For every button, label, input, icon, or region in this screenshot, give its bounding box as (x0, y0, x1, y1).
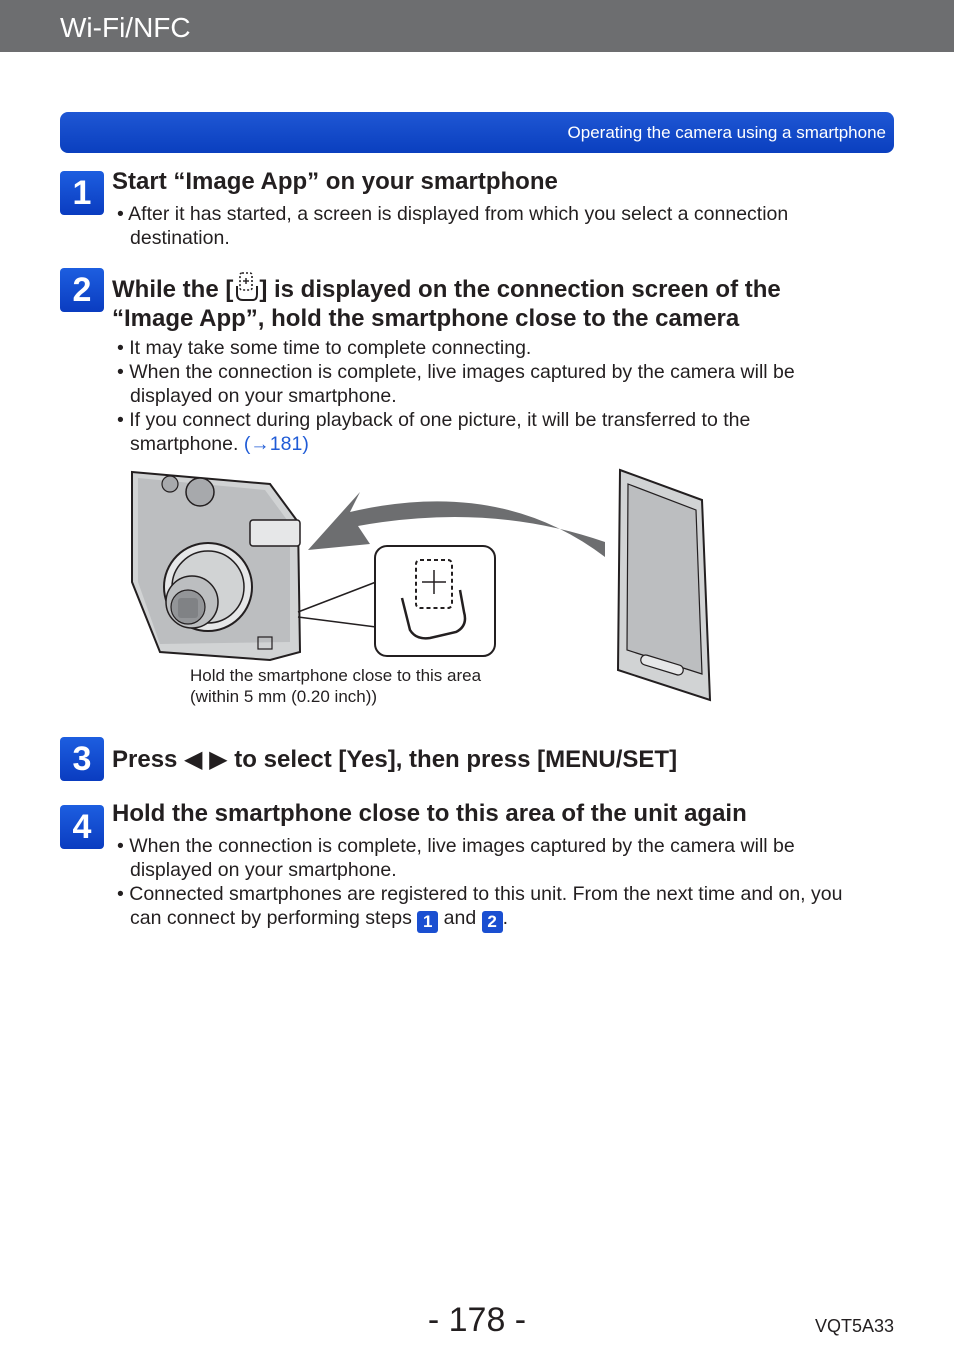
step-2-bullet-2: • When the connection is complete, live images captured by the camera will be displayed on your smartphone. (117, 361, 795, 407)
step-1-title: Start “Image App” on your smartphone (112, 168, 558, 195)
step-1-bullet-1: • After it has started, a screen is displayed from which you select a connection destination. (117, 203, 789, 249)
step-ref-badge-1[interactable]: 1 (417, 911, 438, 933)
step-2-bullet-1: • It may take some time to complete connecting. (117, 337, 532, 359)
nfc-tap-icon (233, 272, 259, 302)
step-1-bullets (117, 202, 857, 250)
step-4-and: and (438, 907, 482, 929)
step-4-bullet-2 (117, 882, 869, 933)
step-4-bullet-1: • When the connection is complete, live images captured by the camera will be displayed on your smartphone. (117, 835, 795, 881)
step-4-badge: 4 (60, 805, 104, 849)
chapter-title: Wi-Fi/NFC (60, 12, 191, 43)
step-4-title: Hold the smartphone close to this area of the unit again (112, 800, 747, 827)
step-3-title: Press ◀ ▶ to select [Yes], then press [MENU/SET] (112, 746, 678, 773)
step-2-bullets (117, 336, 857, 456)
nfc-touch-icon (375, 546, 495, 656)
page-number: - 178 - (427, 1301, 527, 1339)
step-2-bullet-3 (117, 408, 857, 456)
caption-line-2: (within 5 mm (0.20 inch)) (190, 687, 378, 706)
step-2-badge: 2 (60, 268, 104, 312)
illustration-caption (190, 665, 481, 707)
camera-illustration (132, 472, 300, 660)
document-code: VQT5A33 (814, 1316, 894, 1336)
smartphone-illustration (618, 470, 710, 700)
step-2-title-part2: ] is displayed on the connection screen of the (259, 276, 781, 303)
section-title: Operating the camera using a smartphone (567, 123, 886, 142)
step-2-bullet-3-text: • If you connect during playback of one picture, it will be transferred to the smartphone. (117, 409, 751, 455)
step-2-title-line2: “Image App”, hold the smartphone close to the camera (112, 305, 740, 332)
step-2-title-part1: While the [ (112, 276, 234, 303)
step-3-badge: 3 (60, 737, 104, 781)
step-1-badge: 1 (60, 171, 104, 215)
caption-line-1: Hold the smartphone close to this area (190, 666, 482, 685)
step-4-bullets (117, 834, 869, 933)
chapter-header (0, 0, 954, 52)
page-link-181[interactable]: (→181) (243, 433, 309, 455)
step-4-end: . (502, 907, 509, 929)
step-2-title (112, 272, 892, 333)
step-4-bullet-2-text: • Connected smartphones are registered to this unit. From the next time and on, you can connect by performing steps (117, 883, 843, 929)
section-bar (60, 112, 894, 153)
step-ref-badge-2[interactable]: 2 (482, 911, 503, 933)
